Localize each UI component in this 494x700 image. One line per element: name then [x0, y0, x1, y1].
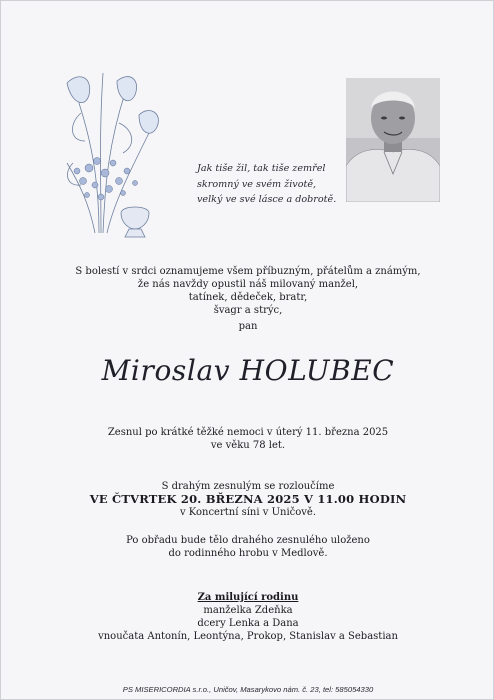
death-line: ve věku 78 let. [210, 440, 286, 451]
announcement-line: že nás navždy opustil náš milovaný manžel, [137, 279, 359, 290]
announcement-line: tatínek, dědeček, bratr, [188, 292, 308, 303]
announcement [1, 265, 494, 317]
death-line: Zesnul po krátké těžké nemoci v úterý 11. března 2025 [107, 427, 389, 438]
burial-line: do rodinného hrobu v Medlově. [168, 548, 328, 559]
verse-line: Jak tiše žil, tak tiše zemřel [197, 163, 326, 174]
ceremony-intro: S drahým zesnulým se rozloučíme [161, 481, 335, 492]
burial-line: Po obřadu bude tělo drahého zesnulého uloženo [126, 535, 370, 546]
verse [197, 161, 357, 208]
family-line: vnoučata Antonín, Leontýna, Prokop, Stanislav a Sebastian [98, 631, 398, 642]
ceremony-info [1, 480, 494, 519]
family-line: dcery Lenka a Dana [197, 618, 299, 629]
floral-vase-illustration [59, 63, 167, 243]
family-heading: Za milující rodinu [197, 592, 299, 603]
announcement-line: S bolestí v srdci oznamujeme všem příbuzným, přátelům a známým, [75, 266, 421, 277]
portrait-photo [346, 78, 440, 202]
burial-info [1, 534, 494, 560]
title-pan: pan [238, 321, 258, 332]
verse-line: velký ve své lásce a dobrotě. [197, 194, 337, 205]
verse-line: skromný ve svém životě, [197, 178, 317, 190]
announcement-line: švagr a strýc, [213, 305, 283, 316]
ceremony-date: VE ČTVRTEK 20. BŘEZNA 2025 V 11.00 HODIN [89, 492, 407, 506]
family-signature [1, 591, 494, 643]
family-line: manželka Zdeňka [203, 605, 293, 616]
deceased-name: Miroslav HOLUBEC [101, 354, 395, 387]
death-notice [1, 426, 494, 452]
ceremony-place: v Koncertní síni v Uničově. [179, 507, 317, 518]
footer-funeral-service: PS MISERICORDIA s.r.o., Uničov, Masarykovo nám. č. 23, tel: 585054330 [122, 685, 374, 694]
